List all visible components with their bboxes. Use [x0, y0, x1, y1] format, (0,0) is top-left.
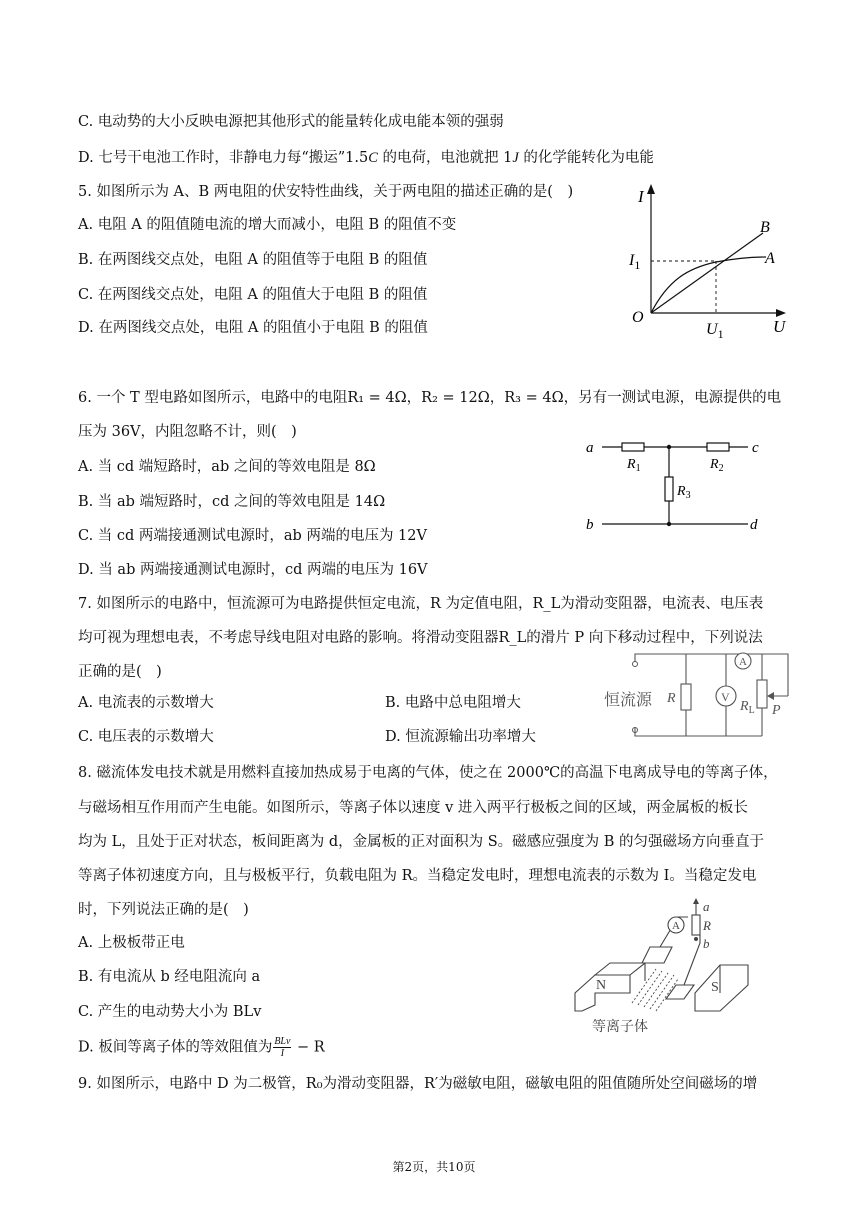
q7-option-b: B. 电路中总电阻增大: [385, 695, 521, 711]
q7-constant-current-circuit: [600, 650, 795, 740]
curve-b-label: B: [760, 219, 770, 236]
q8-mhd-generator: [570, 893, 755, 1041]
q8-stem-line2: 与磁场相互作用而产生电能。如图所示，等离子体以速度 v 进入两平行极板之间的区域，两金属板的板长: [78, 800, 748, 816]
q5-iv-graph: [618, 180, 793, 340]
axis-u-label: U: [773, 317, 786, 336]
q7-resistor-r-label: R: [667, 691, 676, 706]
q4-option-d: D. 七号干电池工作时，非静电力每“搬运”1.5C 的电荷，电池就把 1J 的化学能转化为电能: [78, 150, 654, 166]
q8-load-r-label: R: [703, 918, 711, 933]
q5-option-d: D. 在两图线交点处，电阻 A 的阻值小于电阻 B 的阻值: [78, 320, 428, 336]
q8-stem-line5: 时，下列说法正确的是( ): [78, 902, 249, 918]
terminal-c: c: [752, 440, 759, 456]
u1-label: $U_1$: [706, 321, 724, 340]
q8-stem-line1: 8. 磁流体发电技术就是用燃料直接加热成易于电离的气体，使之在 2000℃的高温下电离成导电的等离子体，: [78, 765, 778, 781]
q6-option-a: A. 当 cd 端短路时，ab 之间的等效电阻是 8Ω: [78, 459, 376, 475]
curve-a-label: A: [765, 250, 775, 267]
q8-terminal-b: b: [703, 936, 710, 951]
south-pole-label: S: [711, 980, 719, 995]
slider-p-label: P: [772, 703, 781, 718]
page-footer: 第2页，共10页: [392, 1160, 476, 1174]
q8-stem-line3: 均为 L，且处于正对状态，板间距离为 d，金属板的正对面积为 S。磁感应强度为 B 的匀强磁场方向垂直于: [78, 834, 765, 850]
q8-option-b: B. 有电流从 b 经电阻流向 a: [78, 969, 261, 985]
q6-stem-line1: 6. 一个 T 型电路如图所示，电路中的电阻R₁ = 4Ω，R₂ = 12Ω，R₃ = 4Ω，另有一测试电源，电源提供的电: [78, 390, 782, 406]
terminal-b: b: [586, 517, 594, 533]
q5-stem: 5. 如图所示为 A、B 两电阻的伏安特性曲线，关于两电阻的描述正确的是( ): [78, 184, 574, 200]
q6-option-b: B. 当 ab 端短路时，cd 之间的等效电阻是 14Ω: [78, 494, 386, 510]
q7-option-a: A. 电流表的示数增大: [78, 695, 214, 711]
terminal-d: d: [750, 517, 758, 533]
r3-label: $R_3$: [677, 484, 691, 501]
ammeter-icon: A: [739, 656, 747, 668]
q5-option-a: A. 电阻 A 的阻值随电流的增大而减小，电阻 B 的阻值不变: [78, 217, 457, 233]
constant-current-source-label: 恒流源: [604, 692, 653, 709]
q6-stem-line2: 压为 36V，内阻忽略不计，则( ): [78, 424, 297, 440]
q8-option-d: D. 板间等离子体的等效阻值为 $\frac{\text{BLv}}{I}$ − R: [78, 1036, 325, 1059]
r2-label: $R_2$: [710, 457, 724, 474]
terminal-a: a: [586, 440, 594, 456]
north-pole-label: N: [596, 978, 607, 993]
q8-option-a: A. 上极板带正电: [78, 935, 185, 951]
q9-stem-line1: 9. 如图所示，电路中 D 为二极管，R₀为滑动变阻器，R′为磁敏电阻，磁敏电阻的阻值随所处空间磁场的增: [78, 1076, 758, 1092]
plasma-label: 等离子体: [592, 1020, 648, 1035]
q7-stem-line1: 7. 如图所示的电路中，恒流源可为电路提供恒定电流，R 为定值电阻，R_L为滑动变阻器，电流表、电压表: [78, 596, 764, 612]
q4-option-c: C. 电动势的大小反映电源把其他形式的能量转化成电能本领的强弱: [78, 114, 504, 130]
i1-label: $I_1$: [629, 252, 641, 272]
q8-option-c: C. 产生的电动势大小为 BLv: [78, 1004, 262, 1020]
q6-option-d: D. 当 ab 两端接通测试电源时，cd 两端的电压为 16V: [78, 562, 428, 578]
q7-stem-line2: 均可视为理想电表，不考虑导线电阻对电路的影响。将滑动变阻器R_L的滑片 P 向下移动过程中，下列说法: [78, 630, 763, 646]
rl-label: $R_L$: [740, 699, 755, 716]
q6-t-circuit: [582, 433, 772, 538]
q8-stem-line4: 等离子体初速度方向，且与极板平行，负载电阻为 R。当稳定发电时，理想电流表的示数为 I。当稳定发电: [78, 868, 757, 884]
axis-i-label: I: [638, 187, 644, 206]
q6-option-c: C. 当 cd 两端接通测试电源时，ab 两端的电压为 12V: [78, 528, 427, 544]
r1-label: $R_1$: [627, 457, 641, 474]
q8-terminal-a: a: [703, 899, 710, 914]
q7-option-d: D. 恒流源输出功率增大: [385, 729, 536, 745]
q8-ammeter-icon: A: [672, 920, 680, 932]
q5-option-b: B. 在两图线交点处，电阻 A 的阻值等于电阻 B 的阻值: [78, 252, 428, 268]
q5-option-c: C. 在两图线交点处，电阻 A 的阻值大于电阻 B 的阻值: [78, 287, 428, 303]
voltmeter-icon: V: [721, 690, 730, 704]
origin-label: O: [632, 309, 644, 326]
q7-option-c: C. 电压表的示数增大: [78, 729, 214, 745]
q7-stem-line3: 正确的是( ): [78, 664, 162, 680]
